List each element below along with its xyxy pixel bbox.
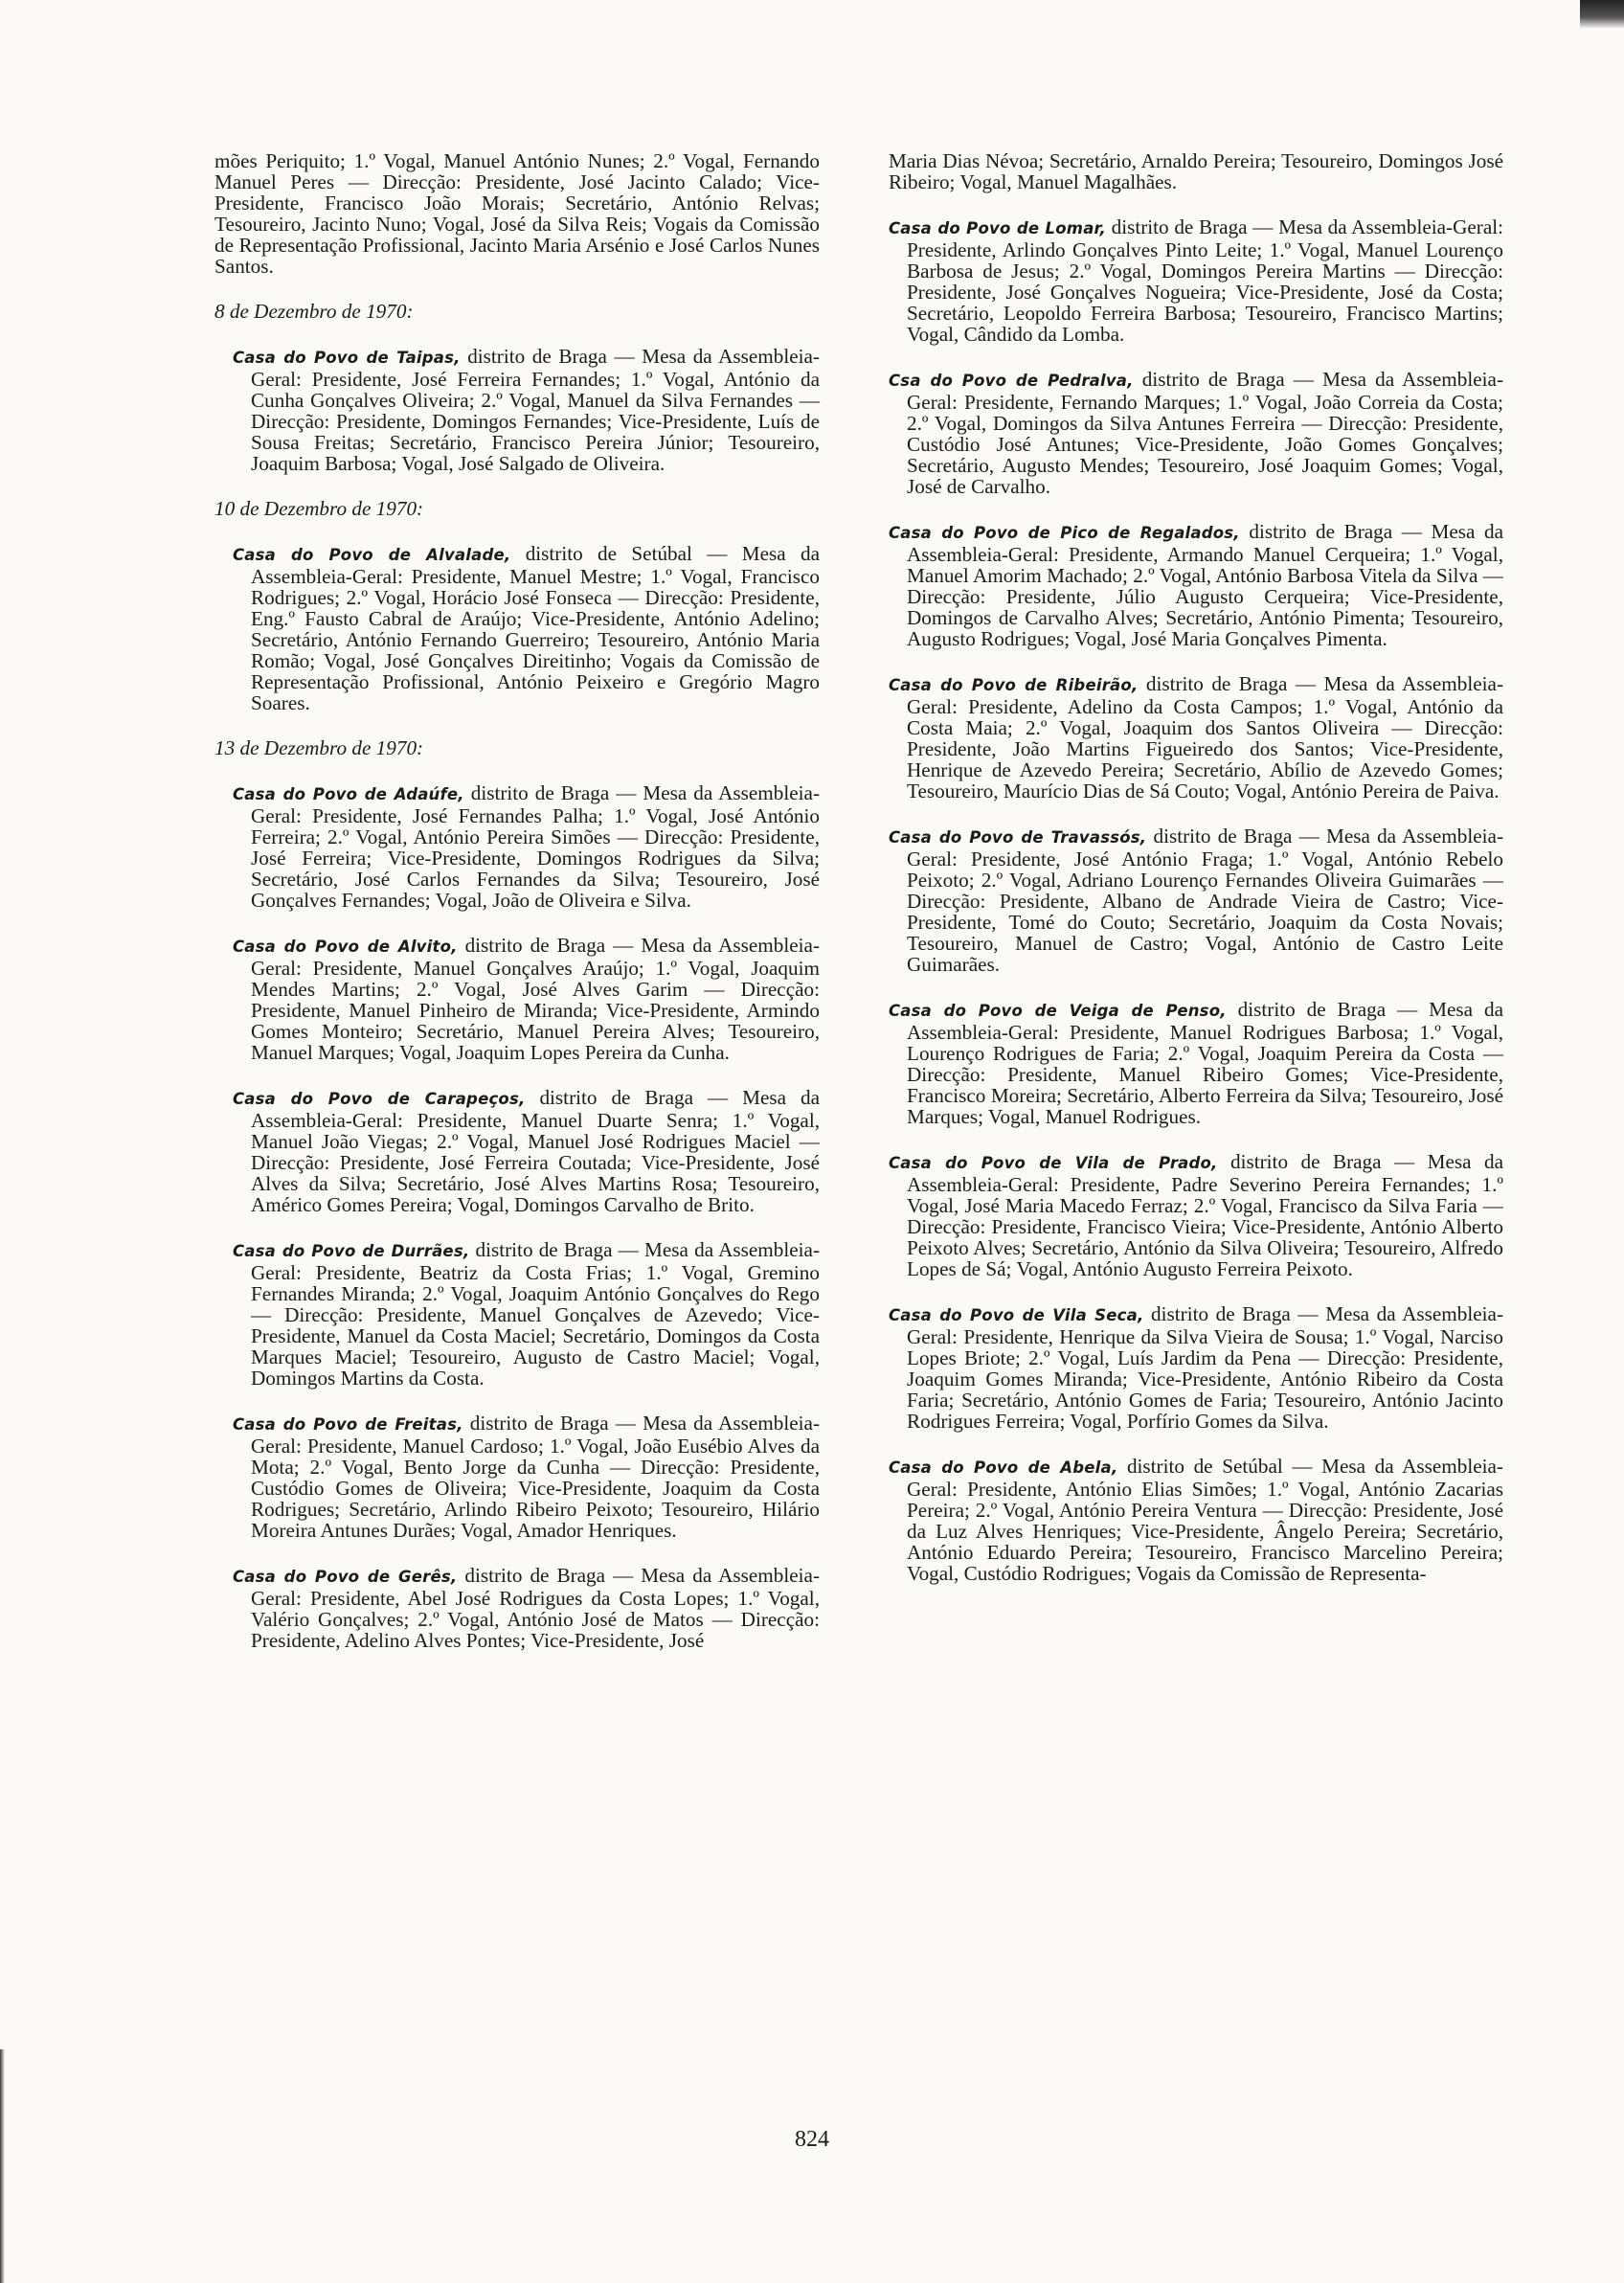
entry-body: distrito de Braga — Mesa da Assembleia-Geral: Presidente, Armando Manuel Cerqueira; 1.º Vogal, Manuel Amorim Machado; 2.º Vogal, António Barbosa Vitela da Silva — Direcção: Presidente, Júlio Augusto Cerqueira; Vice-Presidente, Domingos de Carvalho Alves; Secretário, António Pimenta; Tesoureiro, Augusto Rodrigues; Vogal, José Maria Gonçalves Pimenta. <box>907 520 1504 650</box>
section-entries <box>214 346 820 474</box>
entry <box>889 999 1503 1127</box>
entry-heading: Casa do Povo de Travassós, <box>889 828 1147 847</box>
entry <box>233 543 820 713</box>
entry-body: distrito de Braga — Mesa da Assembleia-Geral: Presidente, Manuel Duarte Senra; 1.º Vogal, Manuel João Viegas; 2.º Vogal, Manuel José Rodrigues Maciel — Direcção: Presidente, José Ferreira Coutada; Vice-Presidente, José Alves da Silva; Secretário, José Alves Martins Rosa; Tesoureiro, Américo Gomes Pereira; Vogal, Domingos Carvalho de Brito. <box>251 1086 821 1216</box>
entry-heading: Casa do Povo de Vila Seca, <box>889 1306 1144 1324</box>
entry <box>233 782 820 911</box>
entry <box>233 1087 820 1215</box>
entry-heading: Casa do Povo de Alvalade, <box>233 546 511 564</box>
scan-edge-mark <box>1580 0 1624 29</box>
entry-heading: Casa do Povo de Veiga de Penso, <box>889 1002 1227 1020</box>
entry-heading: Casa do Povo de Gerês, <box>233 1568 458 1586</box>
entry-heading: Casa do Povo de Abela, <box>889 1458 1118 1477</box>
entry-body: distrito de Braga — Mesa da Assembleia-Geral: Presidente, Manuel Rodrigues Barbosa; 1.º Vogal, Lourenço Rodrigues de Faria; 2.º Vogal, Joaquim Pereira da Costa — Direcção: Presidente, Manuel Ribeiro Gomes; Vice-Presidente, Francisco Moreira; Secretário, Alberto Ferreira da Silva; Tesoureiro, José Marques; Vogal, Manuel Rodrigues. <box>907 998 1504 1128</box>
entry-body: distrito de Braga — Mesa da Assembleia-Geral: Presidente, José António Fraga; 1.º Vogal, António Rebelo Peixoto; 2.º Vogal, Adriano Lourenço Fernandes Oliveira Guimarães — Direcção: Presidente, Albano de Andrade Vieira de Castro; Vice-Presidente, Tomé do Couto; Secretário, Joaquim da Costa Novais; Tesoureiro, Manuel de Castro; Vogal, António de Castro Leite Guimarães. <box>907 825 1504 976</box>
entry-body: distrito de Braga — Mesa da Assembleia-Geral: Presidente, Manuel Cardoso; 1.º Vogal, João Eusébio Alves da Mota; 2.º Vogal, Bento Jorge da Cunha — Direcção: Presidente, Custódio Gomes de Oliveira; Vice-Presidente, Joaquim da Costa Rodrigues; Secretário, Arlindo Ribeiro Peixoto; Tesoureiro, Hilário Moreira Antunes Durães; Vogal, Amador Henriques. <box>251 1412 820 1542</box>
entry-heading: Casa do Povo de Adaúfe, <box>233 785 464 803</box>
right-column <box>889 150 1503 1608</box>
entry-heading: Csa do Povo de Pedralva, <box>889 372 1134 390</box>
entry <box>233 1239 820 1389</box>
entry-body: distrito de Braga — Mesa da Assembleia-Geral: Presidente, Abel José Rodrigues da Costa Lopes; 1.º Vogal, Valério Gonçalves; 2.º Vogal, António José de Matos — Direcção: Presidente, Adelino Alves Pontes; Vice-Presidente, José <box>251 1564 820 1652</box>
entry-heading: Casa do Povo de Pico de Regalados, <box>889 524 1240 542</box>
left-column <box>214 150 820 1675</box>
entry <box>889 1456 1503 1584</box>
section-date: 13 de Dezembro de 1970: <box>214 736 424 759</box>
entry <box>889 369 1503 497</box>
entry-heading: Casa do Povo de Lomar, <box>889 219 1106 237</box>
entry-heading: Casa do Povo de Vila de Prado, <box>889 1154 1218 1172</box>
section-date: 8 de Dezembro de 1970: <box>214 300 414 323</box>
right-lead-paragraph: Maria Dias Névoa; Secretário, Arnaldo Pereira; Tesoureiro, Domingos José Ribeiro; Vogal, Manuel Magalhães. <box>889 149 1503 193</box>
entry-body: distrito de Setúbal — Mesa da Assembleia-Geral: Presidente, Manuel Mestre; 1.º Vogal, Francisco Rodrigues; 2.º Vogal, Horácio José Fonseca — Direcção: Presidente, Eng.º Fausto Cabral de Araújo; Vice-Presidente, António Adelino; Secretário, António Fernando Guerreiro; Tesoureiro, António Maria Romão; Vogal, José Gonçalves Direitinho; Vogais da Comissão de Representação Profissional, António Peixeiro e Gregório Magro Soares. <box>251 542 820 714</box>
entry-body: distrito de Braga — Mesa da Assembleia-Geral: Presidente, Padre Severino Pereira Fernandes; 1.º Vogal, José Maria Macedo Ferraz; 2.º Vogal, Francisco da Silva Faria — Direcção: Presidente, Francisco Vieira; Vice-Presidente, António Alberto Peixoto Alves; Secretário, António da Silva Oliveira; Tesoureiro, Alfredo Lopes de Sá; Vogal, António Augusto Ferreira Peixoto. <box>907 1150 1504 1280</box>
entry-heading: Casa do Povo de Durrães, <box>233 1242 470 1260</box>
entry-body: distrito de Braga — Mesa da Assembleia-Geral: Presidente, Beatriz da Costa Frias; 1.º Vogal, Gremino Fernandes Miranda; 2.º Vogal, Joaquim António Gonçalves do Rego — Direcção: Presidente, Manuel Gonçalves de Azevedo; Vice-Presidente, Manuel da Costa Maciel; Secretário, Domingos da Costa Marques Maciel; Tesoureiro, Augusto de Castro Maciel; Vogal, Domingos Martins da Costa. <box>251 1238 821 1390</box>
entry-heading: Casa do Povo de Taipas, <box>233 349 461 367</box>
entry <box>233 935 820 1063</box>
page-number: 824 <box>795 2127 829 2152</box>
left-lead-paragraph: mões Periquito; 1.º Vogal, Manuel António Nunes; 2.º Vogal, Fernando Manuel Peres — Direcção: Presidente, José Jacinto Calado; Vice-Presidente, Francisco João Morais; Secretário, António Relvas; Tesoureiro, Jacinto Nuno; Vogal, José da Silva Reis; Vogais da Comissão de Representação Profissional, Jacinto Maria Arsénio e José Carlos Nunes Santos. <box>214 149 820 278</box>
entry-heading: Casa do Povo de Ribeirão, <box>889 676 1139 694</box>
entry <box>233 1565 820 1651</box>
entry <box>889 825 1503 975</box>
section-entries <box>214 782 820 1651</box>
entry <box>889 216 1503 345</box>
entry <box>233 1413 820 1541</box>
entry-body: distrito de Braga — Mesa da Assembleia-Geral: Presidente, Manuel Gonçalves Araújo; 1.º Vogal, Joaquim Mendes Martins; 2.º Vogal, José Alves Garim — Direcção: Presidente, Manuel Pinheiro de Miranda; Vice-Presidente, Armindo Gomes Monteiro; Secretário, Manuel Pereira Alves; Tesoureiro, Manuel Marques; Vogal, Joaquim Lopes Pereira da Cunha. <box>251 934 820 1064</box>
entry <box>889 673 1503 802</box>
section-date: 10 de Dezembro de 1970: <box>214 497 424 520</box>
entry-body: distrito de Braga — Mesa da Assembleia-Geral: Presidente, Fernando Marques; 1.º Vogal, João Correia da Costa; 2.º Vogal, Domingos da Silva Antunes Ferreira — Direcção: Presidente, Custódio José Antunes; Vice-Presidente, João Gomes Gonçalves; Secretário, Augusto Mendes; Tesoureiro, José Joaquim Gomes; Vogal, José de Carvalho. <box>907 368 1504 498</box>
entry-heading: Casa do Povo de Freitas, <box>233 1415 463 1434</box>
entry-body: distrito de Braga — Mesa da Assembleia-Geral: Presidente, José Fernandes Palha; 1.º Vogal, José António Ferreira; 2.º Vogal, António Pereira Simões — Direcção: Presidente, José Ferreira; Vice-Presidente, Domingos Rodrigues da Silva; Secretário, José Carlos Fernandes da Silva; Tesoureiro, José Gonçalves Fernandes; Vogal, João de Oliveira e Silva. <box>251 781 821 912</box>
entry-body: distrito de Braga — Mesa da Assembleia-Geral: Presidente, Arlindo Gonçalves Pinto Leite; 1.º Vogal, Manuel Lourenço Barbosa de Jesus; 2.º Vogal, Domingos Pereira Martins — Direcção: Presidente, José Gonçalves Nogueira; Vice-Presidente, José da Costa; Secretário, Leopoldo Ferreira Barbosa; Tesoureiro, Francisco Martins; Vogal, Cândido da Lomba. <box>907 215 1504 346</box>
entry <box>889 1303 1503 1432</box>
entry-body: distrito de Braga — Mesa da Assembleia-Geral: Presidente, Henrique da Silva Vieira de Sousa; 1.º Vogal, Narciso Lopes Briote; 2.º Vogal, Luís Jardim da Pena — Direcção: Presidente, Joaquim Gomes Miranda; Vice-Presidente, António Ribeiro da Costa Faria; Secretário, António Gomes de Faria; Tesoureiro, António Jacinto Rodrigues Ferreira; Vogal, Porfírio Gomes da Silva. <box>907 1302 1503 1433</box>
entry-heading: Casa do Povo de Alvito, <box>233 938 458 956</box>
entry <box>889 1151 1503 1279</box>
entry-body: distrito de Braga — Mesa da Assembleia-Geral: Presidente, Adelino da Costa Campos; 1.º Vogal, António da Costa Maia; 2.º Vogal, Joaquim dos Santos Oliveira — Direcção: Presidente, João Martins Figueiredo dos Santos; Vice-Presidente, Henrique de Azevedo Pereira; Secretário, Abílio de Azevedo Gomes; Tesoureiro, Maurício Dias de Sá Couto; Vogal, António Pereira de Paiva. <box>907 672 1504 802</box>
entry <box>889 521 1503 649</box>
entry-body: distrito de Setúbal — Mesa da Assembleia-Geral: Presidente, António Elias Simões; 1.º Vogal, António Zacarias Pereira; 2.º Vogal, António Pereira Ventura — Direcção: Presidente, José da Luz Alves Henriques; Vice-Presidente, Ângelo Pereira; Secretário, António Eduardo Pereira; Tesoureiro, Francisco Marcelino Pereira; Vogal, Custódio Rodrigues; Vogais da Comissão de Representa- <box>907 1455 1503 1585</box>
entry-body: distrito de Braga — Mesa da Assembleia-Geral: Presidente, José Ferreira Fernandes; 1.º Vogal, António da Cunha Gonçalves Oliveira; 2.º Vogal, Manuel da Silva Fernandes — Direcção: Presidente, Domingos Fernandes; Vice-Presidente, Luís de Sousa Freitas; Secretário, Francisco Pereira Júnior; Tesoureiro, Joaquim Barbosa; Vogal, José Salgado de Oliveira. <box>251 345 820 475</box>
scan-left-edge <box>0 2049 5 2283</box>
section-entries <box>214 543 820 713</box>
entry-heading: Casa do Povo de Carapeços, <box>233 1090 526 1108</box>
entry <box>233 346 820 474</box>
